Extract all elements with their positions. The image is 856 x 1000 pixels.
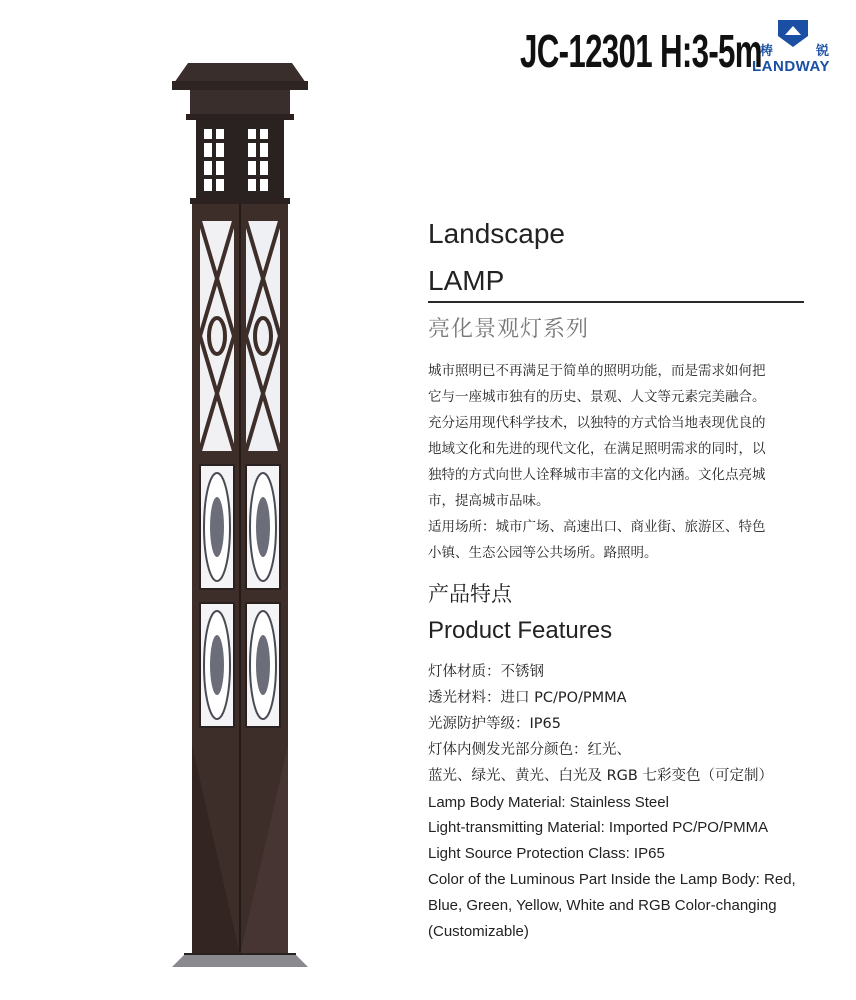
description-line: 城市照明已不再满足于简单的照明功能，而是需求如何把 — [428, 363, 766, 379]
description-line: 它与一座城市独有的历史、景观、人文等元素完美融合。 — [428, 389, 766, 405]
logo-text: LANDWAY — [752, 58, 830, 75]
feature-line: Color of the Luminous Part Inside the Lamp Body: Red, — [428, 871, 796, 889]
description-line: 适用场所：城市广场、高速出口、商业街、旅游区、特色 — [428, 519, 766, 535]
logo-cn-left: 梼 — [760, 44, 774, 59]
model-number: JC-12301 H:3-5m — [520, 25, 762, 77]
feature-line: Lamp Body Material: Stainless Steel — [428, 793, 669, 811]
features-heading-cn: 产品特点 — [428, 582, 512, 606]
description-line: 市，提高城市品味。 — [428, 493, 550, 509]
feature-line: 灯体内侧发光部分颜色：红光、 — [428, 741, 631, 758]
feature-line: 光源防护等级：IP65 — [428, 715, 561, 732]
description-line: 充分运用现代科学技术，以独特的方式恰当地表现优良的 — [428, 415, 766, 431]
logo-cn-right: 锐 — [816, 44, 830, 59]
features-list — [428, 660, 848, 945]
logo-triangle-icon — [776, 18, 810, 48]
title-cn-series: 亮化景观灯系列 — [428, 317, 590, 342]
landway-logo — [752, 18, 844, 76]
feature-line: Light-transmitting Material: Imported PC/PO/PMMA — [428, 819, 769, 837]
description-line: 独特的方式向世人诠释城市丰富的文化内涵。文化点亮城 — [428, 467, 766, 483]
feature-line: Blue, Green, Yellow, White and RGB Color-changing — [428, 897, 777, 915]
feature-line: Light Source Protection Class: IP65 — [428, 845, 665, 863]
feature-line: 透光材料：进口 PC/PO/PMMA — [428, 689, 627, 706]
lamp-illustration — [160, 55, 320, 975]
description-line: 地域文化和先进的现代文化，在满足照明需求的同时，以 — [428, 441, 766, 457]
feature-line: (Customizable) — [428, 923, 529, 941]
title-divider — [428, 301, 804, 303]
description-line: 小镇、生态公园等公共场所。路照明。 — [428, 545, 658, 561]
description — [428, 358, 808, 566]
features-heading-en: Product Features — [428, 617, 613, 644]
feature-line: 灯体材质：不锈钢 — [428, 664, 544, 680]
title-landscape: Landscape — [428, 218, 566, 249]
title-lamp: LAMP — [428, 265, 505, 296]
feature-line: 蓝光、绿光、黄光、白光及 RGB 七彩变色（可定制） — [428, 767, 773, 784]
